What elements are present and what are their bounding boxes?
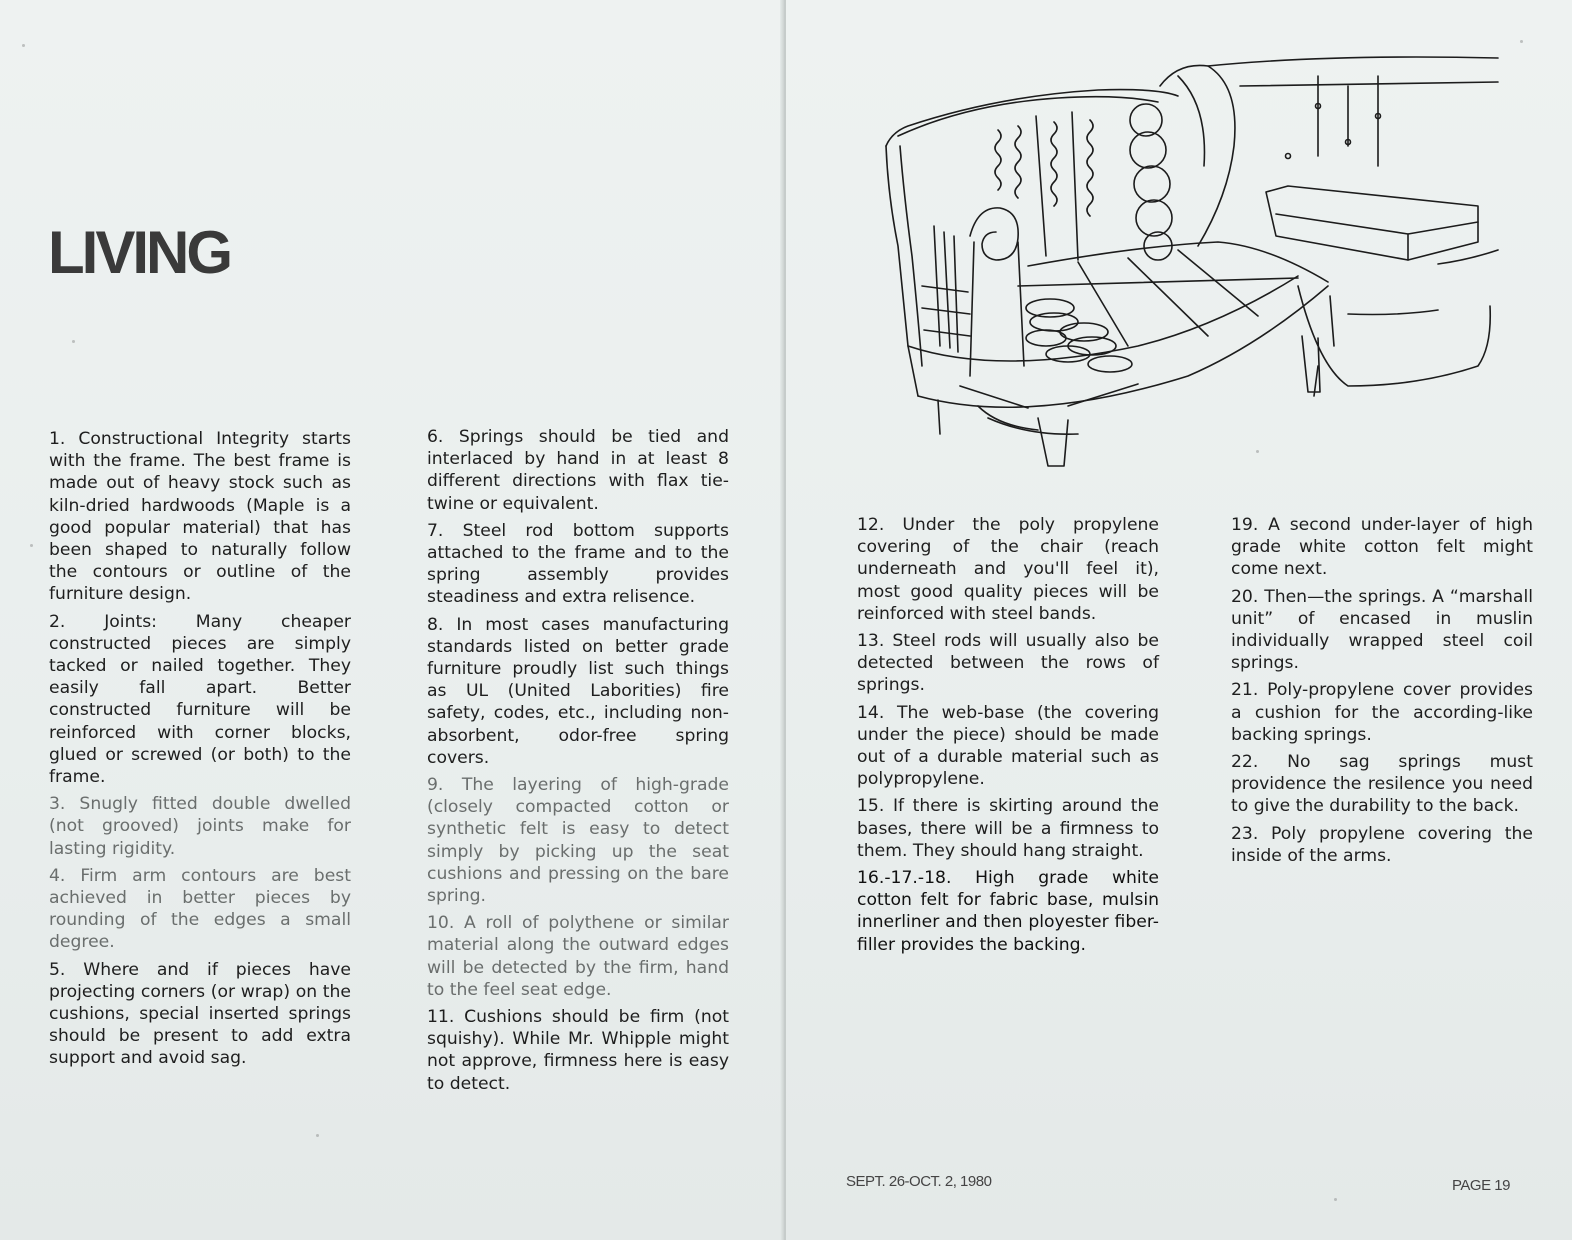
item-8: 8. In most cases manufacturing standards listed on better grade furniture proudly list such things as UL (United Laborities) fire safety, codes, etc., including non-absorbent, odor-free spring covers. [427,614,729,768]
item-11: 11. Cushions should be firm (not squishy). While Mr. Whipple might not approve, firmness here is easy to detect. [427,1007,729,1094]
item-5: 5. Where and if pieces have projecting corners (or wrap) on the cushions, special inserted springs should be present to add extra support and avoid sag. [49,959,351,1069]
paper-speck [316,1134,319,1137]
item-3: 3. Snugly fitted double dwelled (not grooved) joints make for lasting rigidity. [49,794,351,859]
item-1: 1. Constructional Integrity starts with the frame. The best frame is made out of heavy stock such as kiln-dried hardwoods (Maple is a good popular material) that has been shaped to naturally follow the contours or outline of the furniture design. [49,429,351,605]
item-4: 4. Firm arm contours are best achieved in better pieces by rounding of the edges a small degree. [49,865,351,953]
text-column-3 [857,514,1159,961]
item-16-17-18: 16.-17.-18. High grade white cotton felt for fabric base, mulsin innerliner and then ployester fiber-filler provides the backing. [857,868,1159,955]
item-14: 14. The web-base (the covering under the piece) should be made out of a durable material such as polypropylene. [857,702,1159,790]
item-7: 7. Steel rod bottom supports attached to the frame and to the spring assembly provides steadiness and extra relisence. [427,520,729,608]
item-2: 2. Joints: Many cheaper constructed pieces are simply tacked or nailed together. They easily fall apart. Better constructed furniture will be reinforced with corner blocks, glued or screwed (or both) to the frame. [49,611,351,788]
paper-speck [22,44,25,47]
text-column-2 [427,426,729,1100]
paper-speck [72,340,75,343]
paper-speck [1520,40,1523,43]
item-22: 22. No sag springs must providence the resilence you need to give the durability to the back. [1231,752,1533,817]
page-number: PAGE 19 [1452,1177,1510,1194]
paper-speck [1334,1198,1337,1201]
item-6: 6. Springs should be tied and interlaced by hand in at least 8 different directions with flax tie-twine or equivalent. [427,427,729,514]
paper-speck [30,544,33,547]
item-15: 15. If there is skirting around the bases, there will be a firmness to them. They should hang straight. [857,796,1159,861]
text-column-4 [1231,514,1533,872]
footer-date: SEPT. 26-OCT. 2, 1980 [846,1173,992,1190]
item-20: 20. Then—the springs. A “marshall unit” of encased in muslin individually wrapped steel coil springs. [1231,586,1533,674]
item-21: 21. Poly-propylene cover provides a cushion for the according-like backing springs. [1231,680,1533,745]
sofa-cutaway-illustration [878,46,1500,476]
text-column-1 [49,428,351,1075]
item-13: 13. Steel rods will usually also be detected between the rows of springs. [857,631,1159,696]
page-title: LIVING [48,219,231,286]
left-page [0,0,784,1240]
item-9: 9. The layering of high-grade (closely compacted cotton or synthetic felt is easy to detect simply by picking up the seat cushions and pressing on the bare spring. [427,775,729,907]
item-10: 10. A roll of polythene or similar material along the outward edges will be detected by the firm, hand to the feel seat edge. [427,913,729,1000]
item-19: 19. A second under-layer of high grade white cotton felt might come next. [1231,515,1533,580]
item-12: 12. Under the poly propylene covering of the chair (reach underneath and you'll feel it), most good quality pieces will be reinforced with steel bands. [857,515,1159,624]
item-23: 23. Poly propylene covering the inside of the arms. [1231,823,1533,866]
